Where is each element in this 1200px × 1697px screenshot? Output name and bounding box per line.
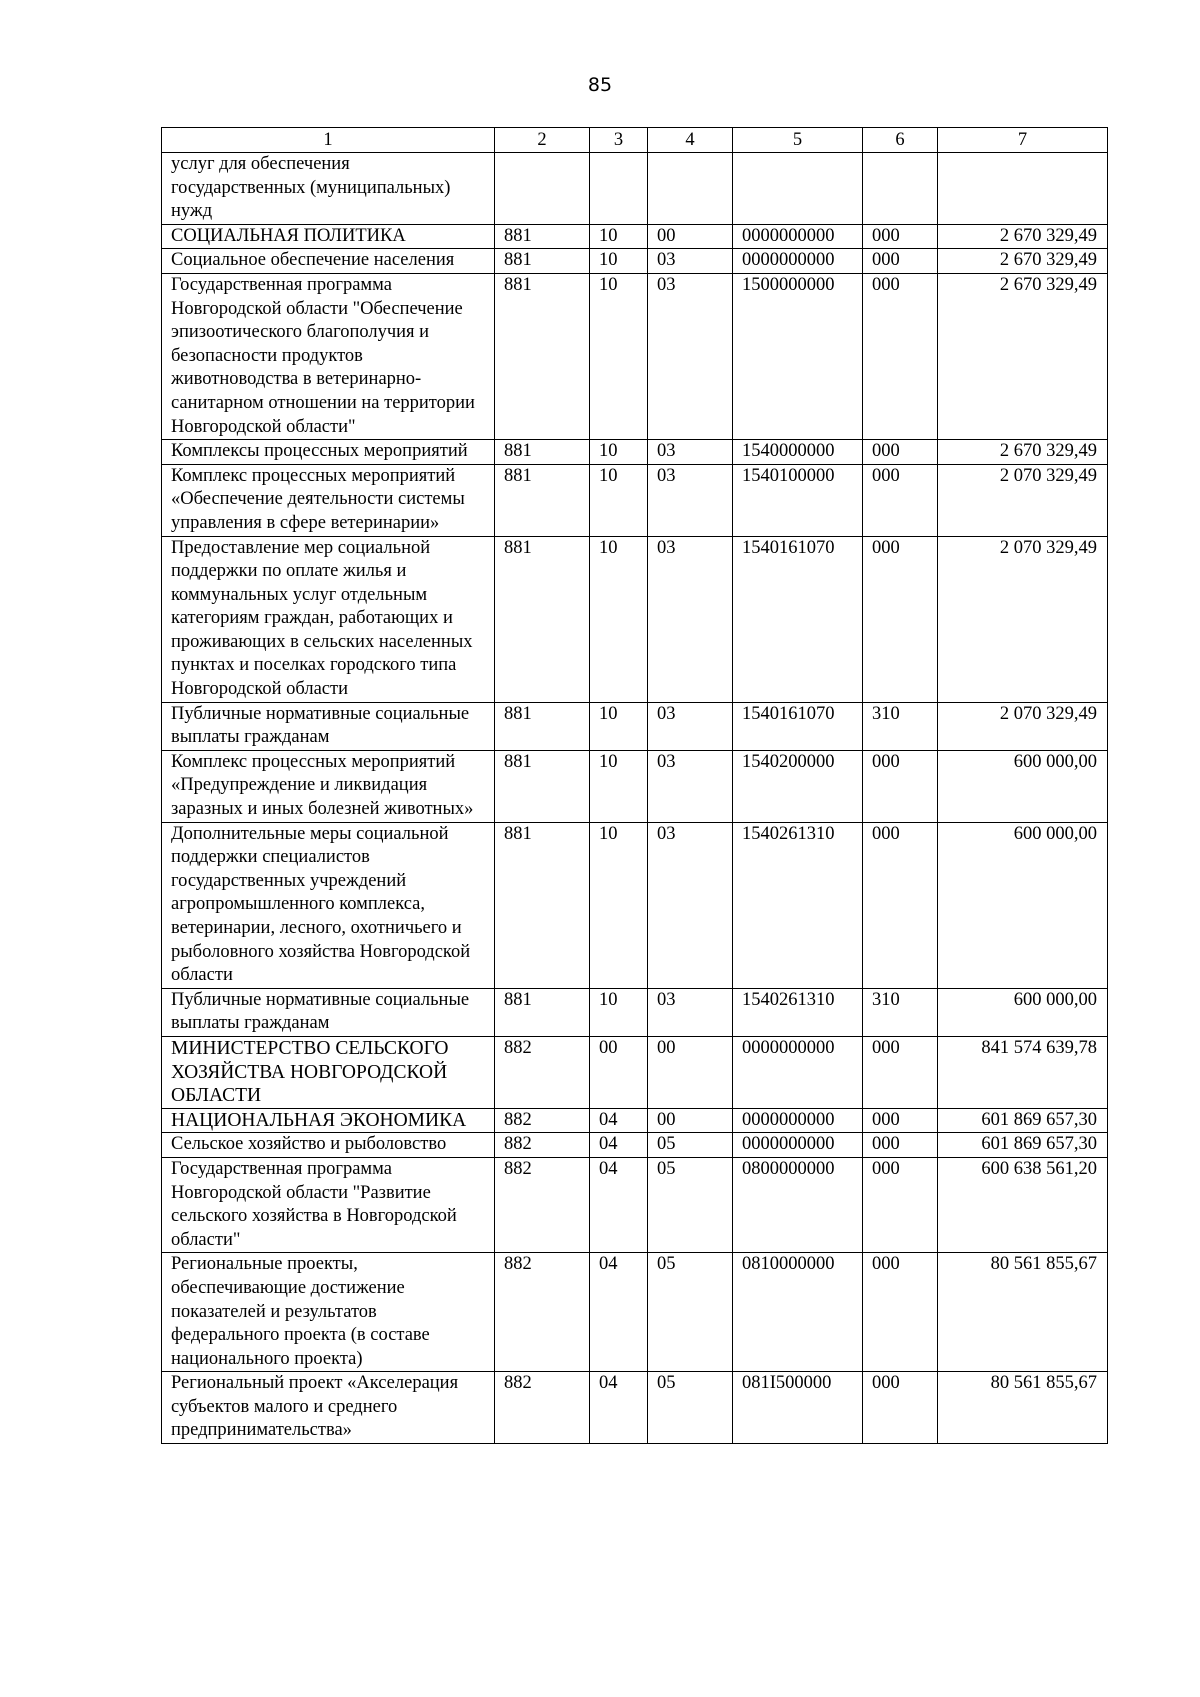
row-code-6: 000 bbox=[863, 224, 938, 249]
row-code-5: 1540161070 bbox=[733, 702, 863, 750]
row-code-3: 10 bbox=[590, 273, 648, 439]
table-row bbox=[162, 822, 1108, 988]
row-description: услуг для обеспечения государственных (муниципальных) нужд bbox=[162, 153, 495, 225]
row-code-6: 000 bbox=[863, 249, 938, 274]
row-code-6: 000 bbox=[863, 1036, 938, 1108]
column-header: 2 bbox=[495, 128, 590, 153]
row-code-3: 10 bbox=[590, 750, 648, 822]
budget-table bbox=[161, 127, 1108, 1444]
column-header: 4 bbox=[648, 128, 733, 153]
row-code-4: 03 bbox=[648, 273, 733, 439]
column-header: 6 bbox=[863, 128, 938, 153]
row-code-3: 10 bbox=[590, 988, 648, 1036]
row-code-6: 000 bbox=[863, 750, 938, 822]
row-code-6: 000 bbox=[863, 273, 938, 439]
row-code-5: 0000000000 bbox=[733, 224, 863, 249]
row-code-4: 03 bbox=[648, 464, 733, 536]
row-code-5: 1540200000 bbox=[733, 750, 863, 822]
row-code-3: 04 bbox=[590, 1372, 648, 1444]
row-code-5: 1540161070 bbox=[733, 536, 863, 702]
table-row bbox=[162, 1253, 1108, 1372]
row-description: Публичные нормативные социальные выплаты гражданам bbox=[162, 702, 495, 750]
row-code-5 bbox=[733, 153, 863, 225]
row-code-4: 03 bbox=[648, 822, 733, 988]
table-row bbox=[162, 1133, 1108, 1158]
row-amount: 2 670 329,49 bbox=[938, 224, 1108, 249]
row-code-4: 05 bbox=[648, 1157, 733, 1252]
row-code-2: 881 bbox=[495, 224, 590, 249]
row-description: Дополнительные меры социальной поддержки специалистов государственных учреждений агропромышленного комплекса, ветеринарии, лесного, охотничьего и рыболовного хозяйства Новгородской области bbox=[162, 822, 495, 988]
row-code-6: 000 bbox=[863, 464, 938, 536]
table-row bbox=[162, 536, 1108, 702]
table-row bbox=[162, 702, 1108, 750]
row-code-2: 882 bbox=[495, 1253, 590, 1372]
row-code-6: 000 bbox=[863, 1133, 938, 1158]
column-header: 3 bbox=[590, 128, 648, 153]
page-number: 85 bbox=[587, 74, 613, 96]
row-code-4: 03 bbox=[648, 440, 733, 465]
row-code-4: 03 bbox=[648, 536, 733, 702]
row-code-5: 1540261310 bbox=[733, 822, 863, 988]
row-description: Комплекс процессных мероприятий «Обеспечение деятельности системы управления в сфере ветеринарии» bbox=[162, 464, 495, 536]
row-description: СОЦИАЛЬНАЯ ПОЛИТИКА bbox=[162, 224, 495, 249]
row-code-4: 03 bbox=[648, 702, 733, 750]
row-amount: 601 869 657,30 bbox=[938, 1133, 1108, 1158]
row-code-3 bbox=[590, 153, 648, 225]
row-description: Государственная программа Новгородской области "Развитие сельского хозяйства в Новгородской области" bbox=[162, 1157, 495, 1252]
row-code-2: 881 bbox=[495, 702, 590, 750]
row-code-4: 00 bbox=[648, 1108, 733, 1133]
row-code-2: 881 bbox=[495, 750, 590, 822]
row-code-6: 310 bbox=[863, 988, 938, 1036]
row-code-4: 05 bbox=[648, 1372, 733, 1444]
column-header: 1 bbox=[162, 128, 495, 153]
row-code-4: 00 bbox=[648, 224, 733, 249]
row-code-3: 00 bbox=[590, 1036, 648, 1108]
row-code-5: 0000000000 bbox=[733, 249, 863, 274]
table-row bbox=[162, 224, 1108, 249]
row-code-2: 882 bbox=[495, 1108, 590, 1133]
table-row bbox=[162, 1372, 1108, 1444]
table-row bbox=[162, 750, 1108, 822]
row-code-2: 881 bbox=[495, 464, 590, 536]
row-code-2: 881 bbox=[495, 988, 590, 1036]
row-code-5: 081I500000 bbox=[733, 1372, 863, 1444]
row-code-2: 881 bbox=[495, 822, 590, 988]
row-code-5: 0000000000 bbox=[733, 1133, 863, 1158]
row-code-3: 04 bbox=[590, 1108, 648, 1133]
row-code-6: 000 bbox=[863, 1253, 938, 1372]
row-code-4 bbox=[648, 153, 733, 225]
row-code-6: 000 bbox=[863, 536, 938, 702]
table-row bbox=[162, 1108, 1108, 1133]
row-amount: 2 670 329,49 bbox=[938, 440, 1108, 465]
table-row bbox=[162, 273, 1108, 439]
row-amount bbox=[938, 153, 1108, 225]
row-amount: 2 670 329,49 bbox=[938, 273, 1108, 439]
row-description: Предоставление мер социальной поддержки по оплате жилья и коммунальных услуг отдельным категориям граждан, работающих и проживающих в сельских населенных пунктах и поселках городского типа Новгородской области bbox=[162, 536, 495, 702]
row-description: МИНИСТЕРСТВО СЕЛЬСКОГО ХОЗЯЙСТВА НОВГОРОДСКОЙ ОБЛАСТИ bbox=[162, 1036, 495, 1108]
row-code-2: 882 bbox=[495, 1157, 590, 1252]
row-code-4: 05 bbox=[648, 1253, 733, 1372]
row-code-3: 10 bbox=[590, 249, 648, 274]
row-description: Региональный проект «Акселерация субъектов малого и среднего предпринимательства» bbox=[162, 1372, 495, 1444]
column-header: 7 bbox=[938, 128, 1108, 153]
row-code-6: 000 bbox=[863, 1157, 938, 1252]
row-code-6: 000 bbox=[863, 440, 938, 465]
row-code-5: 0810000000 bbox=[733, 1253, 863, 1372]
row-amount: 80 561 855,67 bbox=[938, 1253, 1108, 1372]
row-code-3: 10 bbox=[590, 440, 648, 465]
table-header-row bbox=[162, 128, 1108, 153]
row-code-5: 1540000000 bbox=[733, 440, 863, 465]
table-row bbox=[162, 988, 1108, 1036]
table-row bbox=[162, 153, 1108, 225]
row-amount: 600 000,00 bbox=[938, 822, 1108, 988]
row-code-5: 1500000000 bbox=[733, 273, 863, 439]
row-amount: 2 070 329,49 bbox=[938, 702, 1108, 750]
row-code-5: 0000000000 bbox=[733, 1036, 863, 1108]
row-amount: 601 869 657,30 bbox=[938, 1108, 1108, 1133]
row-code-3: 10 bbox=[590, 464, 648, 536]
row-amount: 600 638 561,20 bbox=[938, 1157, 1108, 1252]
row-code-2: 881 bbox=[495, 273, 590, 439]
row-code-2: 881 bbox=[495, 249, 590, 274]
row-code-3: 10 bbox=[590, 224, 648, 249]
row-code-2: 881 bbox=[495, 440, 590, 465]
row-amount: 2 070 329,49 bbox=[938, 536, 1108, 702]
row-code-5: 0000000000 bbox=[733, 1108, 863, 1133]
table-row bbox=[162, 1036, 1108, 1108]
row-code-6: 000 bbox=[863, 1108, 938, 1133]
row-amount: 841 574 639,78 bbox=[938, 1036, 1108, 1108]
table-row bbox=[162, 249, 1108, 274]
row-code-2 bbox=[495, 153, 590, 225]
row-code-2: 881 bbox=[495, 536, 590, 702]
table-row bbox=[162, 440, 1108, 465]
row-code-2: 882 bbox=[495, 1372, 590, 1444]
row-description: Комплекс процессных мероприятий «Предупреждение и ликвидация заразных и иных болезней животных» bbox=[162, 750, 495, 822]
row-code-4: 03 bbox=[648, 988, 733, 1036]
row-amount: 600 000,00 bbox=[938, 988, 1108, 1036]
row-code-4: 03 bbox=[648, 750, 733, 822]
row-amount: 2 670 329,49 bbox=[938, 249, 1108, 274]
row-code-3: 10 bbox=[590, 702, 648, 750]
row-code-6: 000 bbox=[863, 1372, 938, 1444]
table-row bbox=[162, 464, 1108, 536]
row-description: Социальное обеспечение населения bbox=[162, 249, 495, 274]
row-description: Сельское хозяйство и рыболовство bbox=[162, 1133, 495, 1158]
row-code-4: 05 bbox=[648, 1133, 733, 1158]
row-amount: 80 561 855,67 bbox=[938, 1372, 1108, 1444]
row-code-5: 1540100000 bbox=[733, 464, 863, 536]
row-code-2: 882 bbox=[495, 1133, 590, 1158]
table-row bbox=[162, 1157, 1108, 1252]
row-code-5: 0800000000 bbox=[733, 1157, 863, 1252]
row-code-3: 10 bbox=[590, 536, 648, 702]
row-code-3: 10 bbox=[590, 822, 648, 988]
row-code-2: 882 bbox=[495, 1036, 590, 1108]
row-code-6: 000 bbox=[863, 822, 938, 988]
row-code-3: 04 bbox=[590, 1133, 648, 1158]
row-description: Комплексы процессных мероприятий bbox=[162, 440, 495, 465]
column-header: 5 bbox=[733, 128, 863, 153]
row-code-3: 04 bbox=[590, 1253, 648, 1372]
row-description: Региональные проекты, обеспечивающие достижение показателей и результатов федерального проекта (в составе национального проекта) bbox=[162, 1253, 495, 1372]
row-code-6: 310 bbox=[863, 702, 938, 750]
row-amount: 2 070 329,49 bbox=[938, 464, 1108, 536]
row-code-4: 03 bbox=[648, 249, 733, 274]
row-code-4: 00 bbox=[648, 1036, 733, 1108]
row-code-6 bbox=[863, 153, 938, 225]
row-description: НАЦИОНАЛЬНАЯ ЭКОНОМИКА bbox=[162, 1108, 495, 1133]
row-code-3: 04 bbox=[590, 1157, 648, 1252]
row-code-5: 1540261310 bbox=[733, 988, 863, 1036]
row-amount: 600 000,00 bbox=[938, 750, 1108, 822]
row-description: Публичные нормативные социальные выплаты гражданам bbox=[162, 988, 495, 1036]
row-description: Государственная программа Новгородской области "Обеспечение эпизоотического благополучия и безопасности продуктов животноводства в ветеринарно-санитарном отношении на территории Новгородской области" bbox=[162, 273, 495, 439]
